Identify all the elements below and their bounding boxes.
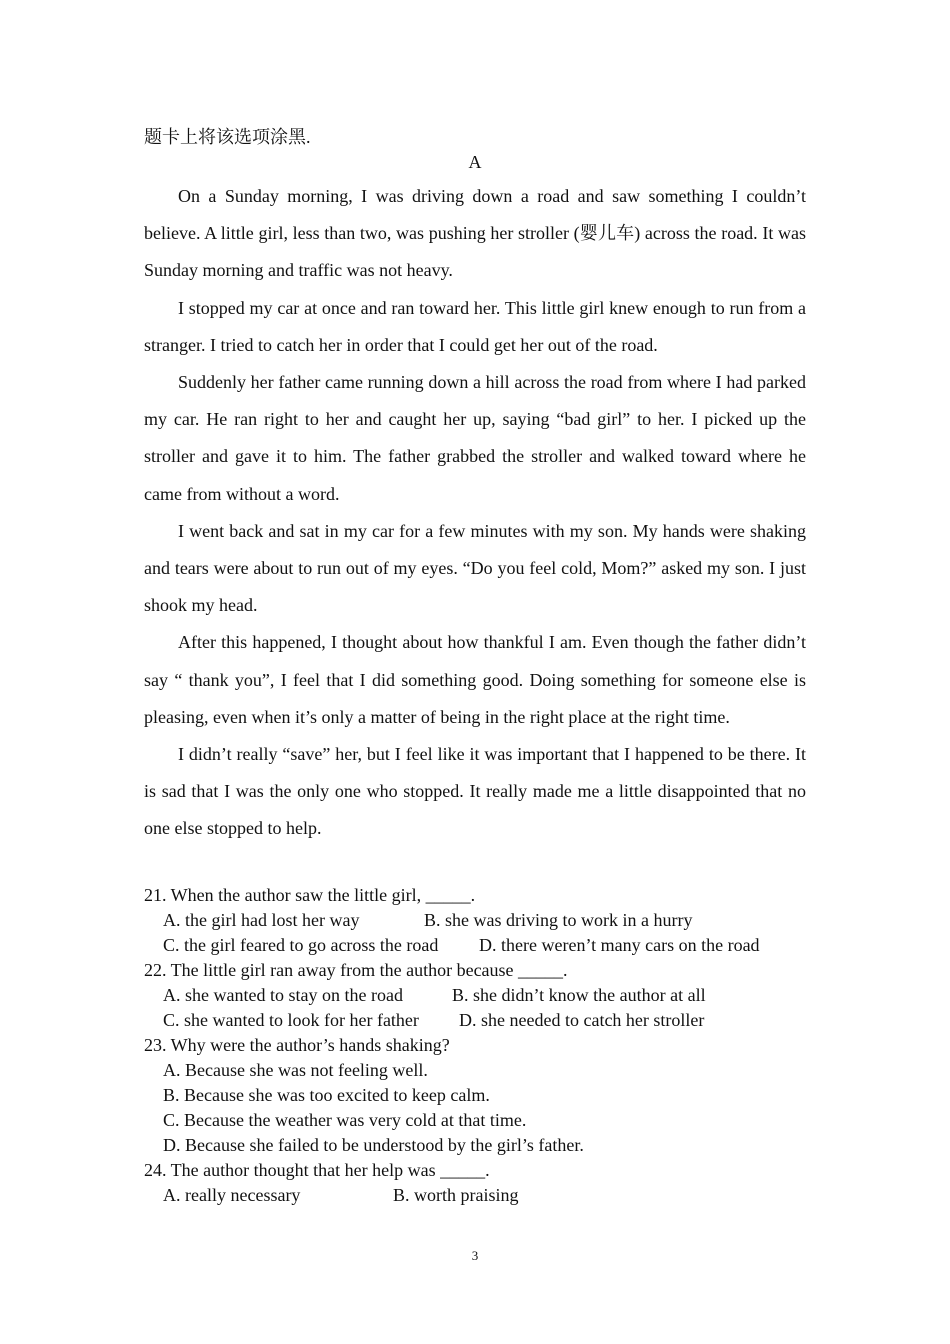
reading-passage [144, 178, 806, 848]
question-22-options-row-2 [144, 1008, 824, 1033]
option-d: D. Because she failed to be understood by the girl’s father. [163, 1135, 584, 1155]
passage-paragraph: On a Sunday morning, I was driving down a road and saw something I couldn’t believe. A little girl, less than two, was pushing her stroller (婴儿车) across the road. It was Sunday morning and traffic was not heavy. [144, 186, 806, 281]
question-22-stem: 22. The little girl ran away from the author because _____. [144, 960, 568, 980]
question-23-option-d [144, 1133, 824, 1158]
passage-title: A [468, 152, 482, 172]
option-b: B. she was driving to work in a hurry [424, 910, 693, 930]
question-23-stem: 23. Why were the author’s hands shaking? [144, 1035, 450, 1055]
page-number: 3 [471, 1248, 479, 1263]
question-23-option-b [144, 1083, 824, 1108]
question-23-option-a [144, 1058, 824, 1083]
passage-paragraph: I didn’t really “save” her, but I feel like it was important that I happened to be there. It is sad that I was the only one who stopped. It really made me a little disappointed that no one else stopped to help. [144, 744, 806, 839]
option-d: D. she needed to catch her stroller [459, 1010, 705, 1030]
option-b: B. Because she was too excited to keep calm. [163, 1085, 490, 1105]
instruction-continuation: 题卡上将该选项涂黑. [144, 127, 311, 147]
option-d: D. there weren’t many cars on the road [479, 935, 760, 955]
question-21-stem: 21. When the author saw the little girl, _____. [144, 885, 476, 905]
passage-paragraph: After this happened, I thought about how thankful I am. Even though the father didn’t say “ thank you”, I feel that I did something good. Doing something for someone else is pleasing, even when it’s only a matter of being in the right place at the right time. [144, 632, 806, 727]
option-a: A. Because she was not feeling well. [163, 1060, 428, 1080]
option-b: B. she didn’t know the author at all [452, 985, 706, 1005]
option-c: C. Because the weather was very cold at that time. [163, 1110, 527, 1130]
question-list [144, 883, 824, 1208]
question-24-stem: 24. The author thought that her help was _____. [144, 1160, 490, 1180]
question-21-options-row-2 [144, 933, 824, 958]
passage-paragraph: Suddenly her father came running down a hill across the road from where I had parked my car. He ran right to her and caught her up, saying “bad girl” to her. I picked up the stroller and gave it to him. The father grabbed the stroller and walked toward where he came from without a word. [144, 372, 806, 504]
passage-paragraph: I went back and sat in my car for a few minutes with my son. My hands were shaking and tears were about to run out of my eyes. “Do you feel cold, Mom?” asked my son. I just shook my head. [144, 520, 806, 616]
question-22-options-row-1 [144, 983, 824, 1008]
question-23-option-c [144, 1108, 824, 1133]
option-c: C. the girl feared to go across the road [163, 935, 439, 955]
option-b: B. worth praising [393, 1185, 519, 1205]
passage-paragraph: I stopped my car at once and ran toward her. This little girl knew enough to run from a stranger. I tried to catch her in order that I could get her out of the road. [144, 297, 806, 355]
option-a: A. really necessary [163, 1185, 301, 1205]
option-c: C. she wanted to look for her father [163, 1010, 419, 1030]
option-a: A. she wanted to stay on the road [163, 985, 403, 1005]
question-21-options-row-1 [144, 908, 824, 933]
question-24-options-row-1 [144, 1183, 824, 1208]
option-a: A. the girl had lost her way [163, 910, 360, 930]
